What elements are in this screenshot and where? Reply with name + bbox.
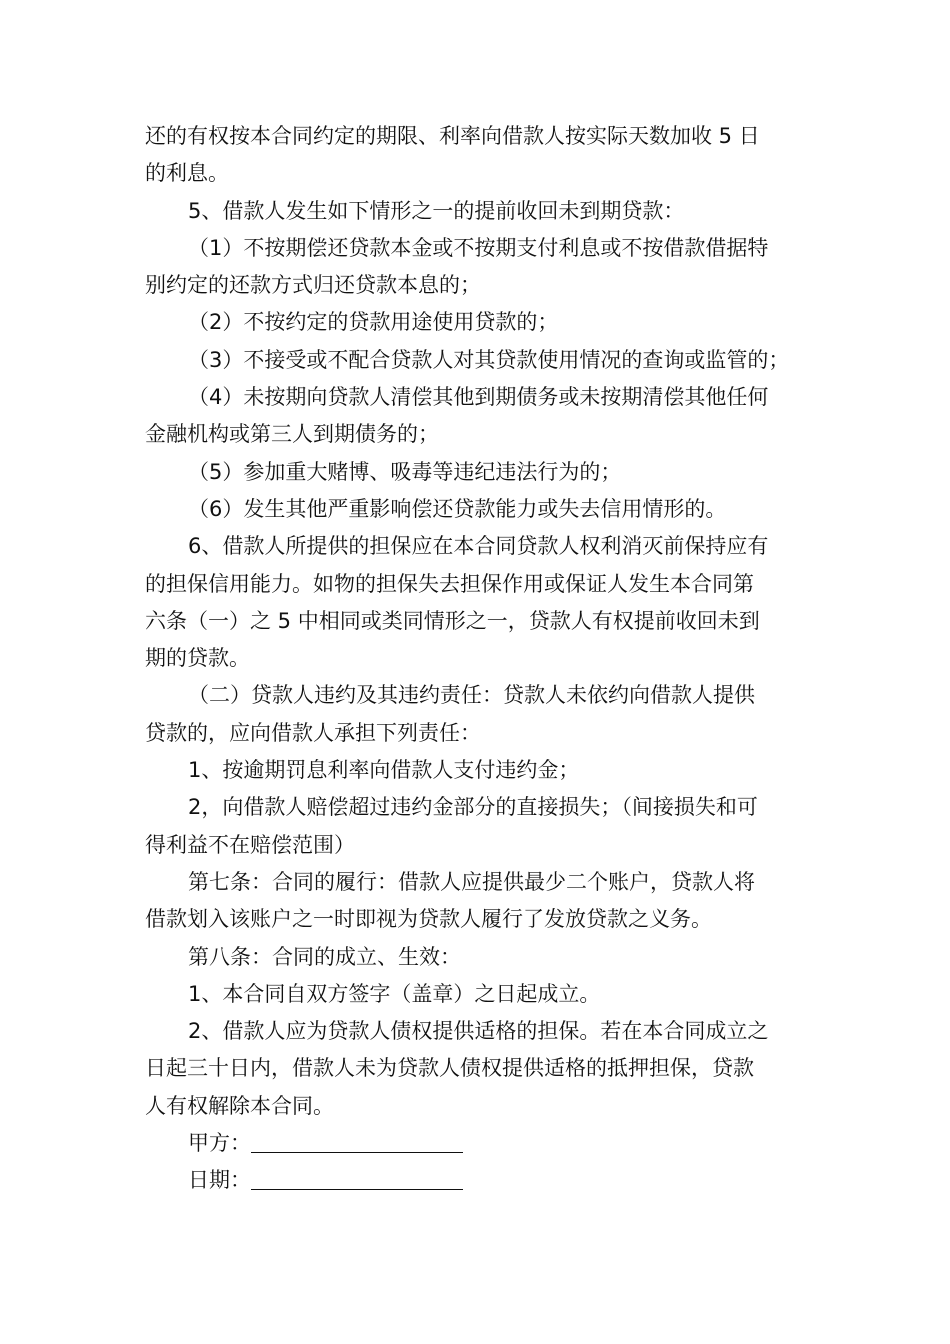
text-line: 第八条：合同的成立、生效： [188,944,461,969]
signature-party-a [145,1125,805,1162]
text-line: 日起三十日内，借款人未为贷款人债权提供适格的抵押担保，贷款 [145,1056,754,1081]
party-a-blank-field[interactable] [251,1128,463,1153]
text-line: 2，向借款人赔偿超过违约金部分的直接损失；（间接损失和可 [188,795,758,820]
text-line: （2）不按约定的贷款用途使用贷款的； [188,310,559,335]
text-line: （二）贷款人违约及其违约责任：贷款人未依约向借款人提供 [188,683,755,708]
text-line: 还的有权按本合同约定的期限、利率向借款人按实际天数加收 5 日 [145,124,760,148]
text-line: 贷款的，应向借款人承担下列责任： [145,720,481,745]
text-line: 借款划入该账户之一时即视为贷款人履行了发放贷款之义务。 [145,907,712,932]
date-label: 日期： [188,1168,251,1193]
date-blank-field[interactable] [251,1165,463,1190]
text-line: （4）未按期向贷款人清偿其他到期债务或未按期清偿其他任何 [188,385,769,410]
party-a-label: 甲方： [188,1131,251,1156]
text-line: 的担保信用能力。如物的担保失去担保作用或保证人发生本合同第 [145,571,754,596]
text-line: （3）不接受或不配合贷款人对其贷款使用情况的查询或监管的； [188,347,790,372]
text-line: （6）发生其他严重影响偿还贷款能力或失去信用情形的。 [188,496,727,521]
text-line: （5）参加重大赌博、吸毒等违纪违法行为的； [188,459,622,484]
text-line: 2、借款人应为贷款人债权提供适格的担保。若在本合同成立之 [188,1019,769,1044]
text-line: 1、本合同自双方签字（盖章）之日起成立。 [188,981,601,1006]
text-line: 人有权解除本合同。 [145,1093,334,1118]
text-line: 六条（一）之 5 中相同或类同情形之一，贷款人有权提前收回未到 [145,608,760,633]
text-line: （1）不按期偿还贷款本金或不按期支付利息或不按借款借据特 [188,235,769,260]
text-line: 6、借款人所提供的担保应在本合同贷款人权利消灭前保持应有 [188,534,769,559]
document-page [145,118,805,1200]
text-line: 期的贷款。 [145,646,250,671]
text-line: 的利息。 [145,161,229,186]
text-line: 5、借款人发生如下情形之一的提前收回未到期贷款： [188,198,685,223]
text-line: 金融机构或第三人到期债务的； [145,422,439,447]
text-line: 别约定的还款方式归还贷款本息的； [145,273,481,298]
text-line: 第七条：合同的履行：借款人应提供最少二个账户，贷款人将 [188,869,755,894]
text-line: 1、按逾期罚息利率向借款人支付违约金； [188,758,580,783]
text-line: 得利益不在赔偿范围） [145,832,355,857]
signature-date [145,1162,805,1199]
